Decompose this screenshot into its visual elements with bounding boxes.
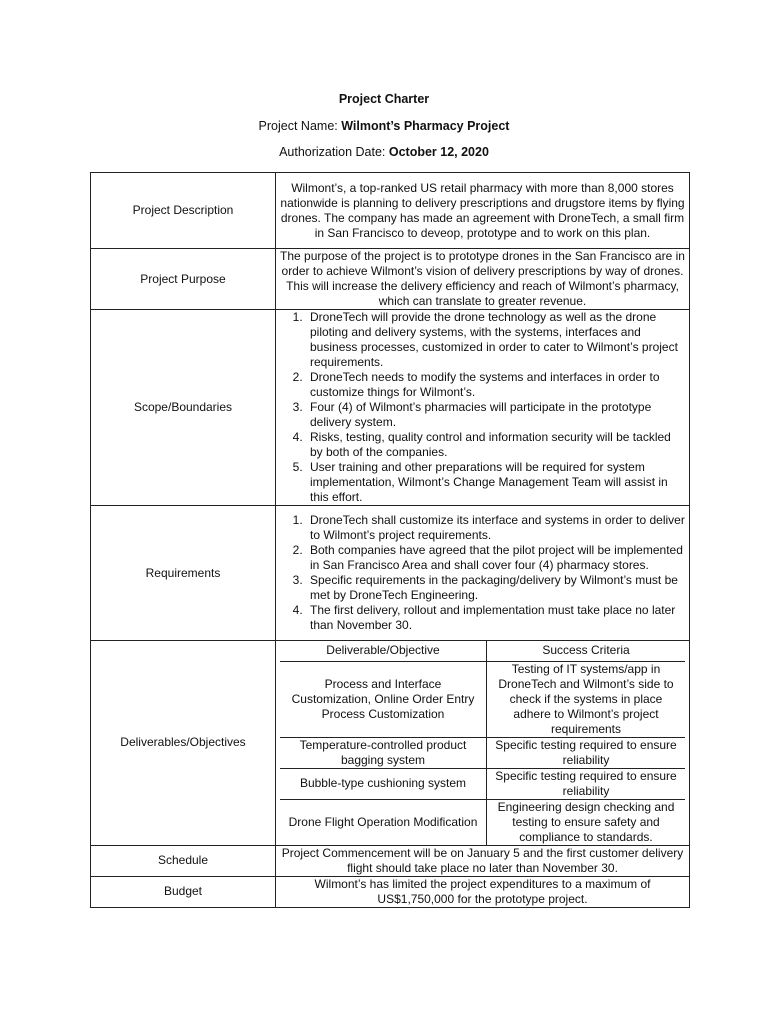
deliverables-objectives-label: Deliverables/Objectives (91, 641, 276, 846)
deliverables-table (280, 641, 685, 845)
list-item: 2. DroneTech needs to modify the systems and interfaces in order to customize things for Wilmont’s. (306, 370, 685, 400)
authorization-date-value: October 12, 2020 (388, 145, 489, 159)
success-criteria-column-header: Success Criteria (487, 641, 686, 661)
list-item: 3. Four (4) of Wilmont’s pharmacies will participate in the prototype delivery system. (306, 400, 685, 430)
row-schedule (91, 845, 690, 876)
project-name-line (0, 119, 768, 133)
deliverables-cell (276, 641, 690, 846)
project-description-text: Wilmont’s, a top-ranked US retail pharmacy with more than 8,000 stores nationwide is planning to delivery prescriptions and drugstore items by flying drones. The company has made an agreement with DroneTech, a small firm in San Francisco to deveop, prototype and to work on this plan. (276, 173, 690, 249)
list-item: 1. DroneTech shall customize its interface and systems in order to deliver to Wilmont’s project requirements. (306, 513, 685, 543)
requirements-cell (276, 506, 690, 641)
project-purpose-text: The purpose of the project is to prototype drones in the San Francisco are in order to achieve Wilmont’s vision of delivery prescriptions by way of drones. This will increase the delivery efficiency and reach of Wilmont’s pharmacy, which can translate to greater revenue. (276, 249, 690, 310)
list-item: 4. Risks, testing, quality control and information security will be tackled by both of the companies. (306, 430, 685, 460)
deliverable-cell: Drone Flight Operation Modification (280, 799, 487, 845)
authorization-date-line (0, 145, 768, 159)
table-row (280, 768, 685, 799)
success-criteria-cell: Engineering design checking and testing to ensure safety and compliance to standards. (487, 799, 686, 845)
project-purpose-label: Project Purpose (91, 249, 276, 310)
project-name-label: Project Name: (258, 119, 342, 133)
deliverable-cell: Process and Interface Customization, Online Order Entry Process Customization (280, 661, 487, 737)
charter-table (90, 172, 690, 908)
deliverable-cell: Bubble-type cushioning system (280, 768, 487, 799)
deliverable-cell: Temperature-controlled product bagging system (280, 737, 487, 768)
list-item: 3. Specific requirements in the packaging/delivery by Wilmont’s must be met by DroneTech Engineering. (306, 573, 685, 603)
list-item: 4. The first delivery, rollout and implementation must take place no later than November 30. (306, 603, 685, 633)
row-project-description (91, 173, 690, 249)
success-criteria-cell: Testing of IT systems/app in DroneTech and Wilmont’s side to check if the systems in place adhere to Wilmont’s project requirements (487, 661, 686, 737)
row-deliverables-objectives (91, 641, 690, 846)
requirements-list (280, 513, 685, 633)
success-criteria-cell: Specific testing required to ensure reliability (487, 737, 686, 768)
scope-list (280, 310, 685, 505)
document-title: Project Charter (338, 92, 430, 106)
project-description-label: Project Description (91, 173, 276, 249)
budget-text: Wilmont’s has limited the project expenditures to a maximum of US$1,750,000 for the prototype project. (276, 876, 690, 907)
row-scope-boundaries (91, 310, 690, 506)
deliverable-column-header: Deliverable/Objective (280, 641, 487, 661)
schedule-text: Project Commencement will be on January 5 and the first customer delivery flight should take place no later than November 30. (276, 845, 690, 876)
project-name-value: Wilmont’s Pharmacy Project (341, 119, 510, 133)
authorization-date-label: Authorization Date: (279, 145, 389, 159)
row-budget (91, 876, 690, 907)
table-row (280, 799, 685, 845)
row-project-purpose (91, 249, 690, 310)
scope-boundaries-label: Scope/Boundaries (91, 310, 276, 506)
list-item: 1. DroneTech will provide the drone technology as well as the drone piloting and delivery systems, with the systems, interfaces and business processes, customized in order to cater to Wilmont’s project requirements. (306, 310, 685, 370)
scope-boundaries-cell (276, 310, 690, 506)
table-row (280, 641, 685, 661)
schedule-label: Schedule (91, 845, 276, 876)
table-row (280, 737, 685, 768)
row-requirements (91, 506, 690, 641)
budget-label: Budget (91, 876, 276, 907)
table-row (280, 661, 685, 737)
success-criteria-cell: Specific testing required to ensure reliability (487, 768, 686, 799)
list-item: 2. Both companies have agreed that the pilot project will be implemented in San Francisco Area and shall cover four (4) pharmacy stores. (306, 543, 685, 573)
requirements-label: Requirements (91, 506, 276, 641)
list-item: 5. User training and other preparations will be required for system implementation, Wilmont’s Change Management Team will assist in this effort. (306, 460, 685, 505)
